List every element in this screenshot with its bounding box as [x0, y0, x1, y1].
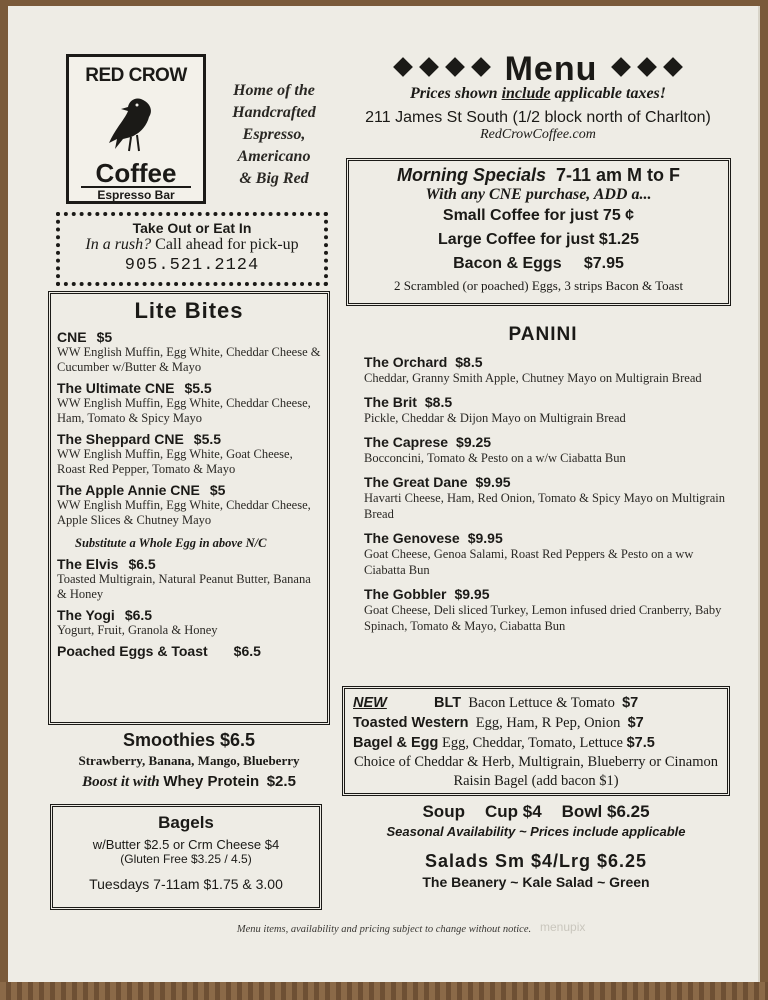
bagels-gluten-free: (Gluten Free $3.25 / 4.5)	[120, 852, 252, 866]
prices-note-pre: Prices shown	[409, 85, 502, 102]
logo-name: RED CROW	[85, 65, 187, 86]
item-price: $5	[96, 329, 113, 345]
takeout-rush	[60, 236, 324, 254]
seasonal-note: Seasonal Availability ~ Prices include applicable	[386, 824, 686, 839]
rush-text: Call ahead for pick-up	[151, 236, 299, 253]
menu-item-name	[57, 431, 321, 447]
prices-note-post: applicable taxes!	[550, 85, 666, 102]
bacon-eggs-name: Bacon & Eggs	[453, 255, 562, 272]
diamond-icon	[637, 57, 657, 77]
panini-item-name	[364, 434, 728, 450]
menu-sheet	[8, 6, 760, 986]
panini-item-desc: Bocconcini, Tomato & Pesto on a w/w Ciabatta Bun	[364, 451, 626, 465]
rush-label: In a rush?	[85, 236, 152, 253]
item-desc: Egg, Cheddar, Tomato, Lettuce	[442, 735, 623, 751]
lite-bites-title: Lite Bites	[134, 298, 244, 323]
tagline-line: & Big Red	[239, 170, 309, 187]
item-desc: Egg, Ham, R Pep, Onion	[475, 715, 621, 731]
item-price: $7.5	[626, 735, 655, 751]
menu-item-name	[57, 607, 321, 623]
smoothies-title: Smoothies $6.5	[122, 730, 256, 750]
panini-item-desc: Pickle, Cheddar & Dijon Mayo on Multigrain Bread	[364, 411, 626, 425]
bacon-eggs-price: $7.95	[583, 255, 624, 272]
bagels-title: Bagels	[158, 813, 214, 832]
diamond-icon	[663, 57, 683, 77]
item-title: Toasted Western	[353, 715, 469, 731]
item-title: The Gobbler	[364, 586, 447, 602]
phone-number[interactable]: 905.521.2124	[124, 256, 260, 275]
bagel-egg-row	[353, 733, 719, 753]
item-price: $8.5	[424, 394, 453, 410]
western-row	[353, 713, 719, 733]
morning-with: With any CNE purchase, ADD a...	[425, 186, 652, 203]
bacon-eggs-desc: 2 Scrambled (or poached) Eggs, 3 strips Bacon & Toast	[393, 278, 684, 293]
menu-header	[348, 50, 728, 143]
tagline-line: Home of the	[233, 82, 315, 99]
morning-hours: 7-11 am M to F	[556, 165, 681, 185]
address: 211 James St South (1/2 block north of Charlton)	[365, 109, 711, 126]
item-price: $5.5	[193, 431, 222, 447]
diamond-icon	[471, 57, 491, 77]
diamond-icon	[419, 57, 439, 77]
item-title: The Elvis	[57, 556, 119, 572]
item-title: The Caprese	[364, 434, 449, 450]
tagline	[218, 80, 330, 190]
panini-item-desc: Goat Cheese, Genoa Salami, Roast Red Peppers & Pesto on a ww Ciabatta Bun	[364, 547, 694, 577]
lite-bites-box	[48, 291, 330, 725]
panini-title: PANINI	[508, 324, 578, 345]
bagels-tuesday: Tuesdays 7-11am $1.75 & 3.00	[89, 876, 283, 892]
item-price: $9.95	[475, 474, 511, 490]
panini-item-name	[364, 530, 728, 546]
item-price: $6.5	[233, 643, 261, 659]
item-title: The Ultimate CNE	[57, 380, 175, 396]
diamond-icon	[611, 57, 631, 77]
item-price: $6.5	[124, 607, 153, 623]
diamond-icon	[445, 57, 465, 77]
soup-salads-section	[342, 802, 730, 890]
item-price: $9.95	[467, 530, 503, 546]
crow-icon	[101, 89, 171, 159]
item-desc: Bacon Lettuce & Tomato	[468, 695, 615, 711]
panini-item-desc: Cheddar, Granny Smith Apple, Chutney Mayo on Multigrain Bread	[364, 371, 702, 385]
tagline-line: Americano	[237, 148, 311, 165]
soup-bowl-price: Bowl $6.25	[561, 802, 650, 821]
logo-espresso-bar: Espresso Bar	[81, 186, 191, 202]
morning-specials-box	[346, 158, 731, 306]
item-price: $8.5	[455, 354, 483, 370]
smoothies-section	[48, 730, 330, 791]
large-coffee-offer: Large Coffee for just $1.25	[438, 231, 639, 248]
bacon-eggs-row	[349, 252, 728, 276]
panini-item-name	[364, 474, 728, 490]
footer-disclaimer: Menu items, availability and pricing subject to change without notice.	[236, 924, 532, 935]
takeout-box	[56, 212, 328, 286]
website-link[interactable]: RedCrowCoffee.com	[480, 127, 596, 142]
menu-item-desc: WW English Muffin, Egg White, Goat Cheese, Roast Red Pepper, Tomato & Mayo	[57, 447, 293, 476]
soup-label: Soup	[422, 802, 465, 821]
smoothie-flavors: Strawberry, Banana, Mango, Blueberry	[78, 753, 300, 768]
boost-row	[48, 773, 330, 791]
takeout-title: Take Out or Eat In	[132, 220, 252, 236]
diamond-icon	[393, 57, 413, 77]
item-title: BLT	[433, 695, 462, 711]
item-title: CNE	[57, 329, 87, 345]
morning-title-row	[349, 165, 728, 186]
item-title: Poached Eggs & Toast	[57, 643, 208, 659]
watermark: menupix	[540, 920, 586, 934]
new-items-box	[342, 686, 730, 796]
panini-item-desc: Goat Cheese, Deli sliced Turkey, Lemon infused dried Cranberry, Baby Spinach, Tomato & Mayo, Ciabatta Bun	[364, 603, 722, 633]
tagline-line: Espresso,	[242, 126, 306, 143]
item-price: $9.95	[454, 586, 490, 602]
logo-coffee: Coffee	[95, 158, 177, 188]
panini-section	[358, 324, 728, 634]
panini-item-name	[364, 586, 728, 602]
item-title: The Brit	[364, 394, 417, 410]
prices-note-underlined: include	[501, 85, 551, 102]
red-crow-logo	[66, 54, 206, 204]
menu-item-desc: Yogurt, Fruit, Granola & Honey	[57, 623, 218, 637]
bagel-choice: Choice of Cheddar & Herb, Multigrain, Blueberry or Cinamon Raisin Bagel (add bacon $1)	[353, 754, 719, 789]
item-price: $5.5	[184, 380, 212, 396]
menu-item-name	[57, 482, 321, 498]
whey-label: Whey Protein	[163, 773, 260, 790]
item-price: $6.5	[128, 556, 156, 572]
menu-item-desc: WW English Muffin, Egg White, Cheddar Cheese, Apple Slices & Chutney Mayo	[57, 498, 311, 527]
item-price: $7	[627, 715, 644, 731]
whey-price: $2.5	[266, 773, 296, 790]
substitute-note: Substitute a Whole Egg in above N/C	[75, 536, 267, 550]
menu-title-row	[348, 50, 728, 89]
menu-item-name	[57, 556, 321, 572]
menu-item-desc: WW English Muffin, Egg White, Cheddar Cheese, Ham, Tomato & Spicy Mayo	[57, 396, 311, 425]
panini-item-desc: Havarti Cheese, Ham, Red Onion, Tomato & Spicy Mayo on Multigrain Bread	[364, 491, 725, 521]
panini-item-name	[364, 394, 728, 410]
menu-item-name	[57, 329, 321, 345]
panini-item-name	[364, 354, 728, 370]
soup-cup-price: Cup $4	[484, 802, 542, 821]
item-title: The Yogi	[57, 607, 115, 623]
salads-row: Salads Sm $4/Lrg $6.25	[424, 851, 648, 871]
salad-types: The Beanery ~ Kale Salad ~ Green	[422, 874, 650, 890]
new-badge: NEW	[353, 695, 387, 711]
soup-row	[342, 802, 730, 822]
item-price: $5	[209, 482, 226, 498]
item-price: $9.25	[456, 434, 492, 450]
item-price: $7	[622, 695, 639, 711]
boost-label: Boost it with	[82, 774, 160, 790]
item-title: The Genovese	[364, 530, 460, 546]
tagline-line: Handcrafted	[232, 104, 316, 121]
menu-title: Menu	[504, 50, 598, 88]
small-coffee-offer: Small Coffee for just 75 ¢	[442, 207, 635, 224]
menu-item-desc: Toasted Multigrain, Natural Peanut Butter, Banana & Honey	[57, 572, 311, 601]
menu-item-name	[57, 380, 321, 396]
menu-item-desc: WW English Muffin, Egg White, Cheddar Cheese & Cucumber w/Butter & Mayo	[57, 345, 321, 374]
menu-item-name	[57, 643, 321, 659]
blt-row	[353, 693, 719, 713]
bagels-box	[50, 804, 322, 910]
table-edge	[0, 982, 768, 1000]
bagels-line: w/Butter $2.5 or Crm Cheese $4	[92, 837, 280, 852]
item-title: The Apple Annie CNE	[57, 482, 200, 498]
item-title: Bagel & Egg	[353, 735, 439, 751]
item-title: The Sheppard CNE	[57, 431, 184, 447]
item-title: The Great Dane	[364, 474, 468, 490]
item-title: The Orchard	[364, 354, 448, 370]
morning-title: Morning Specials	[396, 165, 546, 185]
